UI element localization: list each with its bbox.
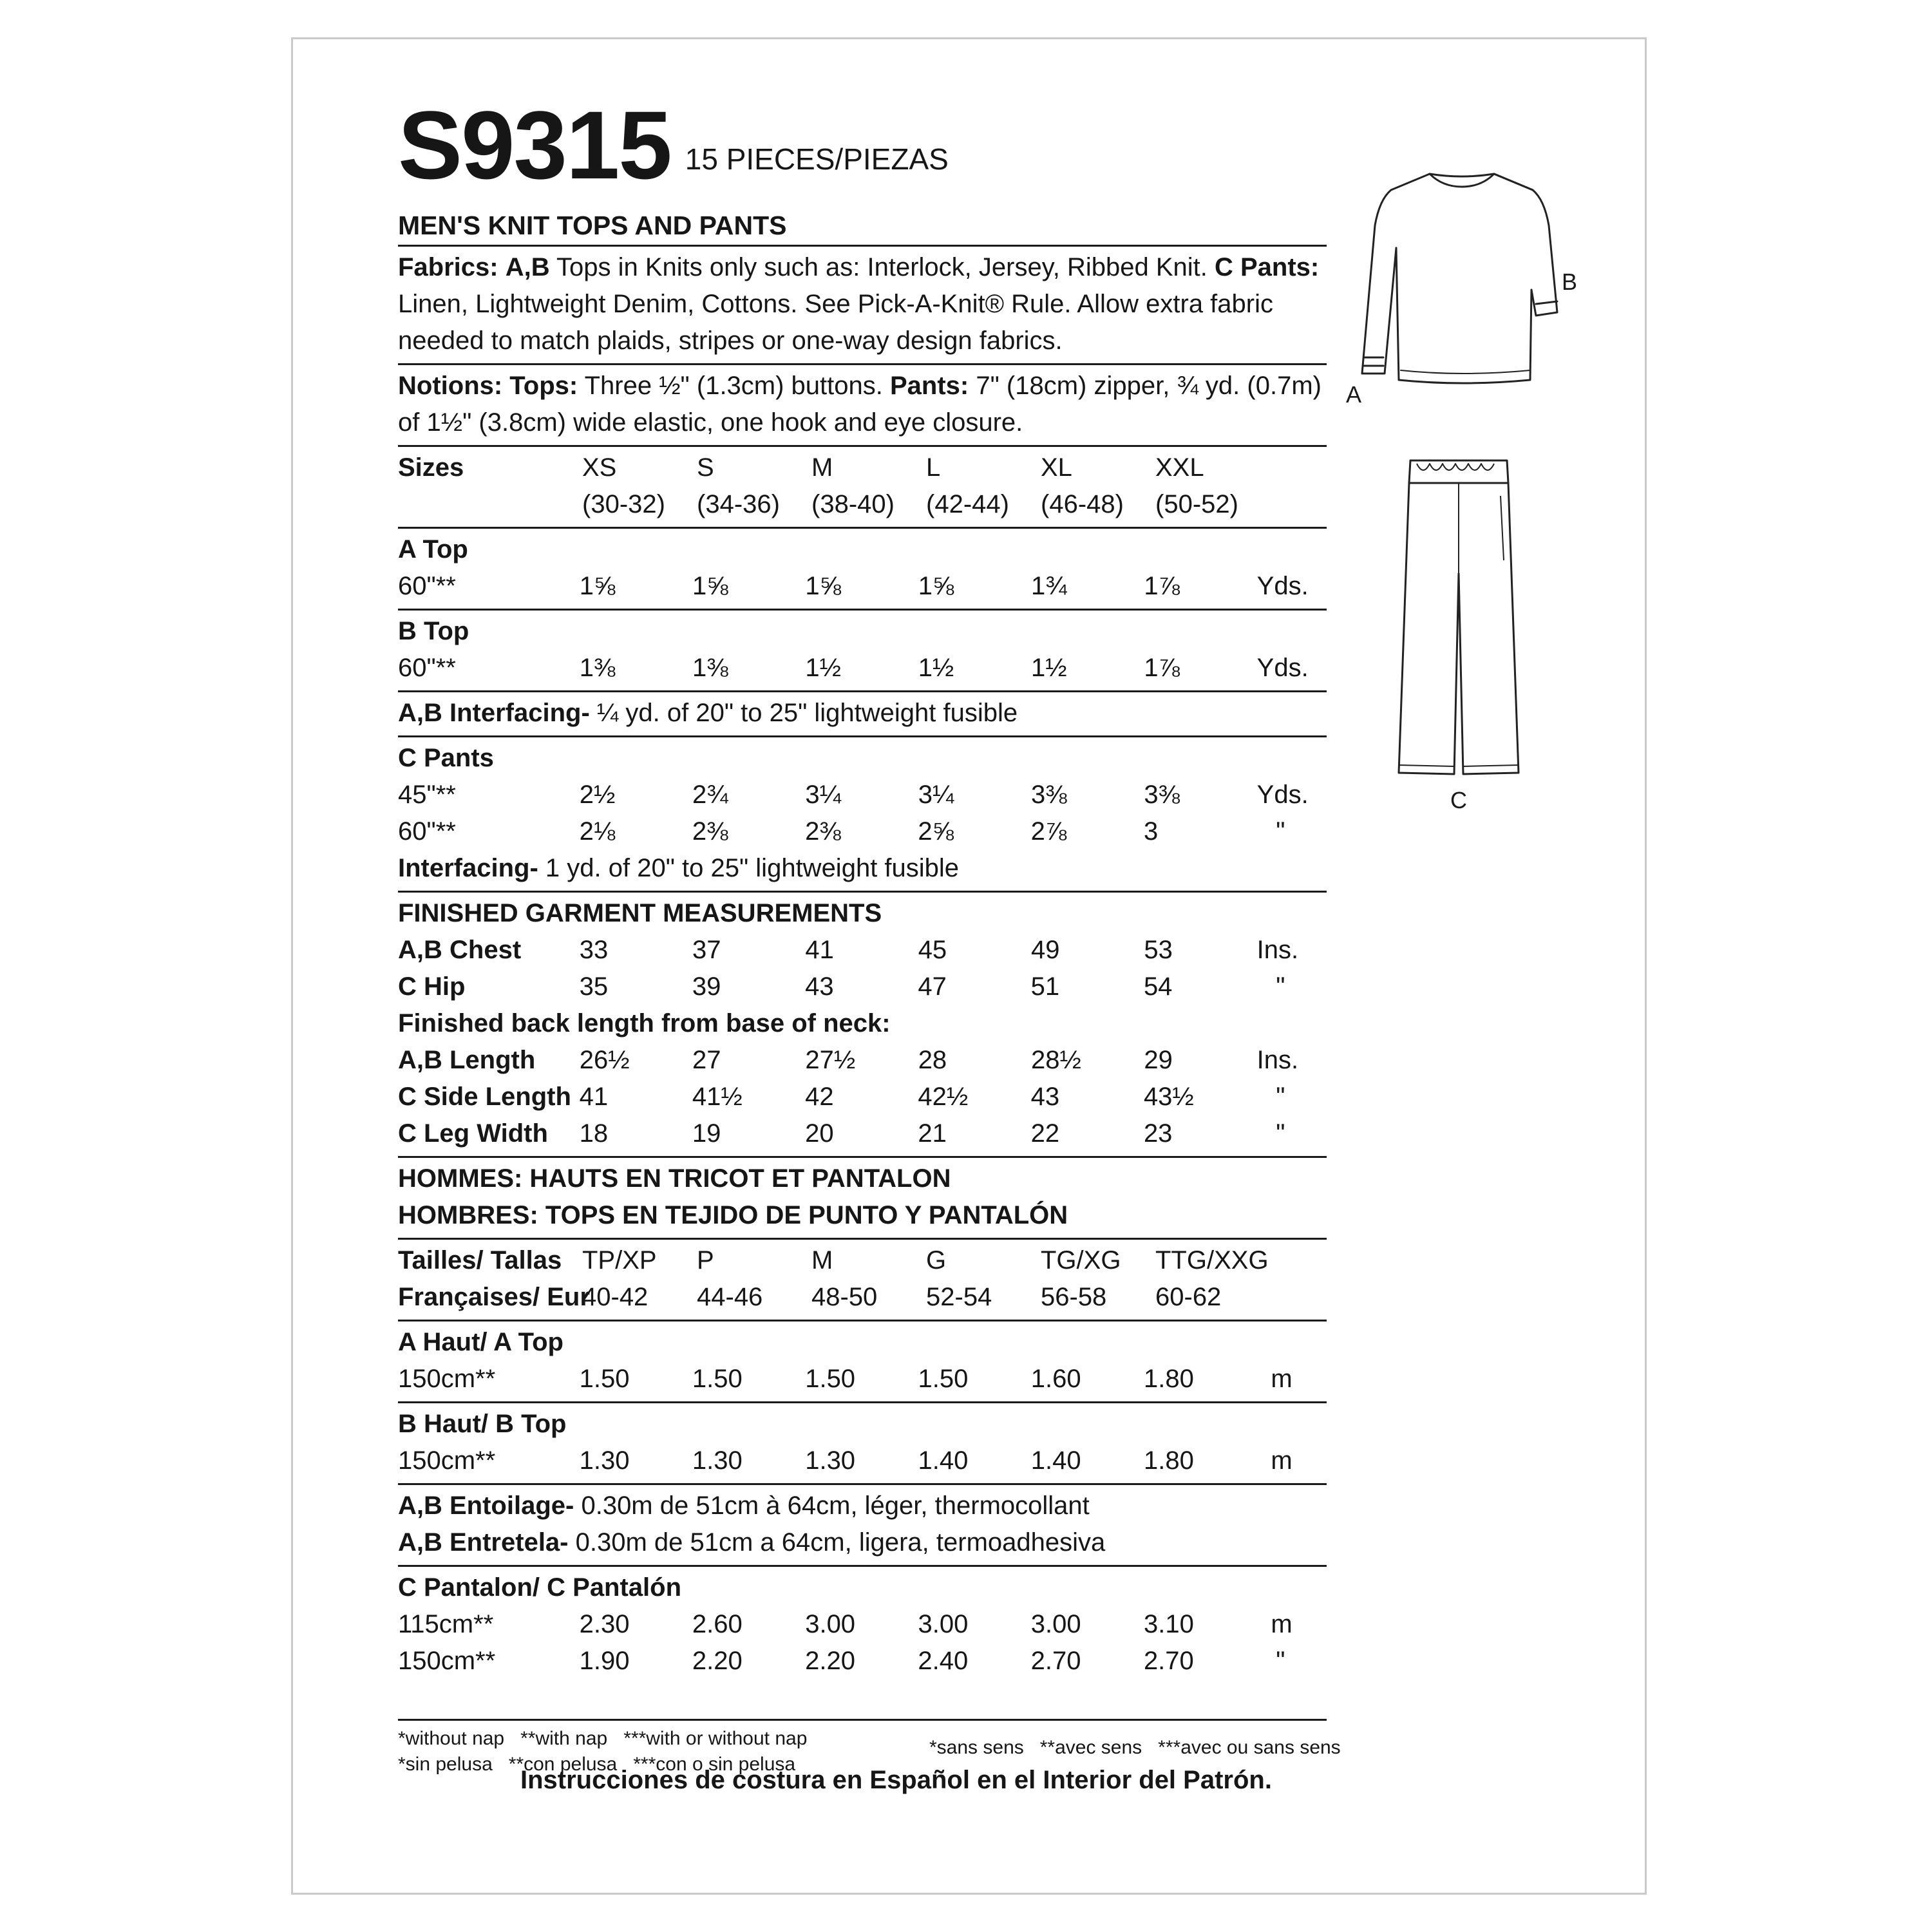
value-cell: 41	[579, 1083, 609, 1111]
size-cell: M	[811, 1246, 833, 1274]
chest-row	[398, 932, 1327, 969]
length-row	[398, 1042, 1327, 1079]
entoilage-label: A,B Entoilage-	[398, 1492, 574, 1520]
width-cell: 150cm**	[398, 1647, 496, 1675]
size-cell: P	[697, 1246, 714, 1274]
c-interfacing-label: Interfacing-	[398, 854, 538, 882]
value-cell: 2.70	[1030, 1647, 1081, 1675]
size-cell: TP/XP	[582, 1246, 657, 1274]
value-cell: 2.60	[692, 1610, 743, 1638]
value-cell: 47	[918, 972, 947, 1001]
intl-interfacing-section	[398, 1483, 1327, 1565]
pattern-title: MEN'S KNIT TOPS AND PANTS	[398, 211, 787, 240]
value-cell: 2.20	[692, 1647, 743, 1675]
value-cell: 2.70	[1143, 1647, 1194, 1675]
value-cell: 54	[1143, 972, 1173, 1001]
pattern-code: S9315	[398, 91, 671, 199]
value-cell: 1.30	[579, 1446, 630, 1475]
size-cell: TTG/XXG	[1155, 1246, 1269, 1274]
pattern-envelope-back	[398, 91, 1341, 1777]
value-cell: 23	[1143, 1119, 1173, 1148]
value-cell: 3.10	[1144, 1610, 1194, 1638]
value-cell: 3.00	[1030, 1610, 1081, 1638]
value-cell: 22	[1030, 1119, 1060, 1148]
value-cell: 51	[1030, 972, 1060, 1001]
view-label-a: A	[1346, 381, 1362, 408]
value-cell: 1.30	[805, 1446, 856, 1475]
ab-interfacing-section	[398, 690, 1327, 735]
width-cell: 60"**	[398, 817, 456, 846]
row-label: C Hip	[398, 972, 466, 1001]
unit-cell: "	[1276, 1119, 1285, 1148]
intl-title-section	[398, 1156, 1327, 1238]
value-cell: 3⅜	[1144, 781, 1180, 809]
footnote-en: *without nap **with nap ***with or without nap	[398, 1728, 808, 1749]
entretela-text: 0.30m de 51cm a 64cm, ligera, termoadhesiva	[568, 1528, 1106, 1557]
value-cell: 2½	[579, 781, 616, 809]
value-cell: 3	[1143, 817, 1159, 846]
value-cell: 2.40	[918, 1647, 969, 1675]
intl-c-pants-row	[398, 1643, 1327, 1680]
value-cell: 2⅝	[918, 817, 954, 846]
row-label: Françaises/ Eur	[398, 1283, 590, 1311]
value-cell: 2¾	[692, 781, 728, 809]
size-cell: 48-50	[811, 1283, 878, 1311]
notions-pants-label: Pants:	[890, 372, 969, 400]
row-label: C Leg Width	[398, 1119, 548, 1148]
top-illustration	[1362, 174, 1557, 383]
unit-cell: Yds.	[1256, 572, 1309, 600]
leg-width-row	[398, 1115, 1327, 1152]
unit-cell: "	[1276, 1647, 1285, 1675]
size-cell: XS	[582, 453, 617, 482]
width-cell: 45"**	[398, 781, 456, 809]
value-cell: 21	[918, 1119, 947, 1148]
value-cell: 3¼	[918, 781, 954, 809]
size-range-cell: (34-36)	[697, 490, 780, 518]
value-cell: 3.00	[805, 1610, 856, 1638]
value-cell: 1⅜	[579, 654, 616, 682]
finished-measurements-section	[398, 891, 1327, 1156]
c-pants-label: C Pants	[398, 744, 494, 772]
intl-b-top-row	[398, 1443, 1327, 1479]
value-cell: 41	[805, 936, 834, 964]
width-cell: 150cm**	[398, 1446, 496, 1475]
unit-cell: Ins.	[1256, 1046, 1299, 1074]
size-cell: XXL	[1155, 453, 1204, 482]
fabrics-c-label: C Pants:	[1214, 253, 1320, 281]
size-cell: 56-58	[1041, 1283, 1107, 1311]
value-cell: 1.60	[1030, 1365, 1081, 1393]
value-cell: 1.50	[692, 1365, 743, 1393]
size-cell: TG/XG	[1041, 1246, 1121, 1274]
size-cell: S	[697, 453, 714, 482]
unit-cell: "	[1276, 817, 1285, 846]
value-cell: 2⅜	[805, 817, 841, 846]
fabrics-ab-label: A,B	[505, 253, 550, 281]
value-cell: 3⅜	[1031, 781, 1067, 809]
intl-sizes-row	[398, 1242, 1327, 1279]
footnote-es: *sin pelusa **con pelusa ***con o sin pelusa	[398, 1754, 796, 1775]
size-cell: 52-54	[926, 1283, 992, 1311]
unit-cell: m	[1271, 1446, 1293, 1475]
value-cell: 20	[805, 1119, 834, 1148]
intl-b-top-section	[398, 1401, 1327, 1483]
intl-c-pants-label: C Pantalon/ C Pantalón	[398, 1573, 682, 1602]
intl-b-top-label: B Haut/ B Top	[398, 1410, 567, 1438]
a-top-row	[398, 568, 1327, 605]
value-cell: 33	[579, 936, 609, 964]
pieces-count: 15 PIECES/PIEZAS	[685, 142, 949, 176]
intl-title-es: HOMBRES: TOPS EN TEJIDO DE PUNTO Y PANTALÓN	[398, 1201, 1068, 1229]
width-cell: 150cm**	[398, 1365, 496, 1393]
value-cell: 26½	[579, 1046, 630, 1074]
size-range-cell: (42-44)	[926, 490, 1009, 518]
value-cell: 35	[579, 972, 609, 1001]
notions-tops-text: Three ½" (1.3cm) buttons.	[578, 372, 890, 400]
size-range-cell: (38-40)	[811, 490, 895, 518]
intl-c-pants-section	[398, 1565, 1327, 1683]
value-cell: 28½	[1031, 1046, 1081, 1074]
intl-title-fr: HOMMES: HAUTS EN TRICOT ET PANTALON	[398, 1164, 951, 1193]
eur-sizes-row	[398, 1279, 1327, 1316]
size-cell: L	[926, 453, 941, 482]
value-cell: 1.80	[1144, 1446, 1194, 1475]
sizes-section	[398, 445, 1327, 527]
value-cell: 1⅝	[918, 572, 954, 600]
sizes-row	[398, 450, 1327, 486]
value-cell: 1.40	[1030, 1446, 1081, 1475]
value-cell: 1½	[805, 654, 841, 682]
sizes-label: Sizes	[398, 453, 464, 482]
unit-cell: "	[1276, 972, 1285, 1001]
value-cell: 39	[692, 972, 721, 1001]
unit-cell: Yds.	[1256, 654, 1309, 682]
value-cell: 53	[1144, 936, 1173, 964]
notions-label: Notions: Tops:	[398, 372, 578, 400]
unit-cell: Ins.	[1256, 936, 1299, 964]
row-label: C Side Length	[398, 1083, 571, 1111]
fabrics-c-text: Linen, Lightweight Denim, Cottons. See Pick-A-Knit® Rule. Allow extra fabric needed to match plaids, stripes or one-way design fabrics.	[398, 290, 1273, 355]
notions-section	[398, 363, 1327, 445]
size-cell: 44-46	[697, 1283, 763, 1311]
a-top-label: A Top	[398, 535, 468, 564]
value-cell: 1.30	[692, 1446, 743, 1475]
value-cell: 2.20	[805, 1647, 855, 1675]
value-cell: 3.00	[918, 1610, 969, 1638]
pants-illustration	[1399, 460, 1519, 774]
value-cell: 43	[805, 972, 834, 1001]
c-pants-section	[398, 735, 1327, 891]
entretela-label: A,B Entretela-	[398, 1528, 569, 1557]
value-cell: 1.80	[1144, 1365, 1194, 1393]
entoilage-text: 0.30m de 51cm à 64cm, léger, thermocollant	[574, 1492, 1090, 1520]
ab-interfacing-label: A,B Interfacing-	[398, 699, 590, 727]
value-cell: 2⅜	[692, 817, 728, 846]
b-top-row	[398, 650, 1327, 687]
spanish-instructions-note: Instrucciones de costura en Español en el Interior del Patrón.	[520, 1766, 1272, 1794]
value-cell: 1⅝	[579, 572, 616, 600]
value-cell: 27½	[805, 1046, 856, 1074]
intl-a-top-row	[398, 1361, 1327, 1397]
value-cell: 28	[918, 1046, 947, 1074]
row-label: A,B Length	[398, 1046, 536, 1074]
value-cell: 43	[1030, 1083, 1060, 1111]
c-interfacing-text: 1 yd. of 20" to 25" lightweight fusible	[538, 854, 960, 882]
size-range-cell: (46-48)	[1041, 490, 1124, 518]
ab-interfacing-text: ¼ yd. of 20" to 25" lightweight fusible	[589, 699, 1018, 727]
value-cell: 1.50	[579, 1365, 630, 1393]
value-cell: 1.50	[918, 1365, 969, 1393]
fabrics-ab-text: Tops in Knits only such as: Interlock, Jersey, Ribbed Knit.	[549, 253, 1215, 281]
size-cell: 60-62	[1155, 1283, 1222, 1311]
value-cell: 19	[692, 1119, 721, 1148]
value-cell: 29	[1144, 1046, 1173, 1074]
intl-c-pants-row	[398, 1606, 1327, 1643]
value-cell: 1.90	[579, 1647, 630, 1675]
size-range-cell: (50-52)	[1155, 490, 1238, 518]
width-cell: 115cm**	[398, 1610, 494, 1638]
b-top-label: B Top	[398, 617, 469, 645]
a-top-section	[398, 527, 1327, 609]
value-cell: 2.30	[579, 1610, 630, 1638]
value-cell: 1⅞	[1144, 572, 1180, 600]
value-cell: 41½	[692, 1083, 743, 1111]
value-cell: 45	[918, 936, 947, 964]
header	[398, 91, 1327, 199]
c-pants-row	[398, 777, 1327, 813]
value-cell: 27	[692, 1046, 721, 1074]
footnote-fr: *sans sens **avec sens ***avec ou sans sens	[929, 1737, 1341, 1758]
c-pants-row	[398, 813, 1327, 850]
value-cell: 42½	[918, 1083, 969, 1111]
size-cell: XL	[1041, 453, 1072, 482]
value-cell: 1⅝	[805, 572, 841, 600]
width-cell: 60"**	[398, 654, 456, 682]
value-cell: 1½	[1031, 654, 1067, 682]
unit-cell: Yds.	[1256, 781, 1309, 809]
size-cell: M	[811, 453, 833, 482]
intl-sizes-section	[398, 1238, 1327, 1320]
hip-row	[398, 969, 1327, 1005]
value-cell: 2⅛	[579, 817, 616, 846]
intl-a-top-label: A Haut/ A Top	[398, 1328, 564, 1356]
unit-cell: m	[1271, 1610, 1293, 1638]
intl-a-top-section	[398, 1320, 1327, 1401]
value-cell: 2⅞	[1030, 817, 1067, 846]
b-top-section	[398, 609, 1327, 690]
value-cell: 42	[805, 1083, 834, 1111]
side-length-row	[398, 1079, 1327, 1115]
view-label-c: C	[1450, 787, 1467, 813]
value-cell: 1.50	[805, 1365, 856, 1393]
value-cell: 3¼	[805, 781, 841, 809]
row-label: Tailles/ Tallas	[398, 1246, 562, 1274]
value-cell: 1¾	[1031, 572, 1067, 600]
fabrics-section	[398, 245, 1327, 363]
unit-cell: m	[1271, 1365, 1293, 1393]
value-cell: 49	[1031, 936, 1060, 964]
size-cell: G	[926, 1246, 947, 1274]
unit-cell: "	[1276, 1083, 1285, 1111]
value-cell: 1⅞	[1144, 654, 1180, 682]
size-cell: 40-42	[582, 1283, 649, 1311]
finished-title: FINISHED GARMENT MEASUREMENTS	[398, 899, 882, 927]
size-ranges-row	[398, 486, 1327, 523]
value-cell: 1½	[918, 654, 954, 682]
garment-illustrations	[1340, 161, 1610, 824]
value-cell: 18	[579, 1119, 609, 1148]
row-label: A,B Chest	[398, 936, 522, 964]
value-cell: 1.40	[918, 1446, 969, 1475]
value-cell: 1⅜	[692, 654, 728, 682]
value-cell: 43½	[1143, 1083, 1194, 1111]
notions-pants-text: 7" (18cm) zipper, ¾ yd. (0.7m) of 1½" (3.8cm) wide elastic, one hook and eye closure.	[398, 372, 1321, 437]
value-cell: 37	[692, 936, 721, 964]
fabrics-label: Fabrics:	[398, 253, 498, 281]
view-label-b: B	[1562, 269, 1578, 295]
value-cell: 1⅝	[692, 572, 728, 600]
back-length-note: Finished back length from base of neck:	[398, 1009, 891, 1037]
size-range-cell: (30-32)	[582, 490, 665, 518]
width-cell: 60"**	[398, 572, 456, 600]
